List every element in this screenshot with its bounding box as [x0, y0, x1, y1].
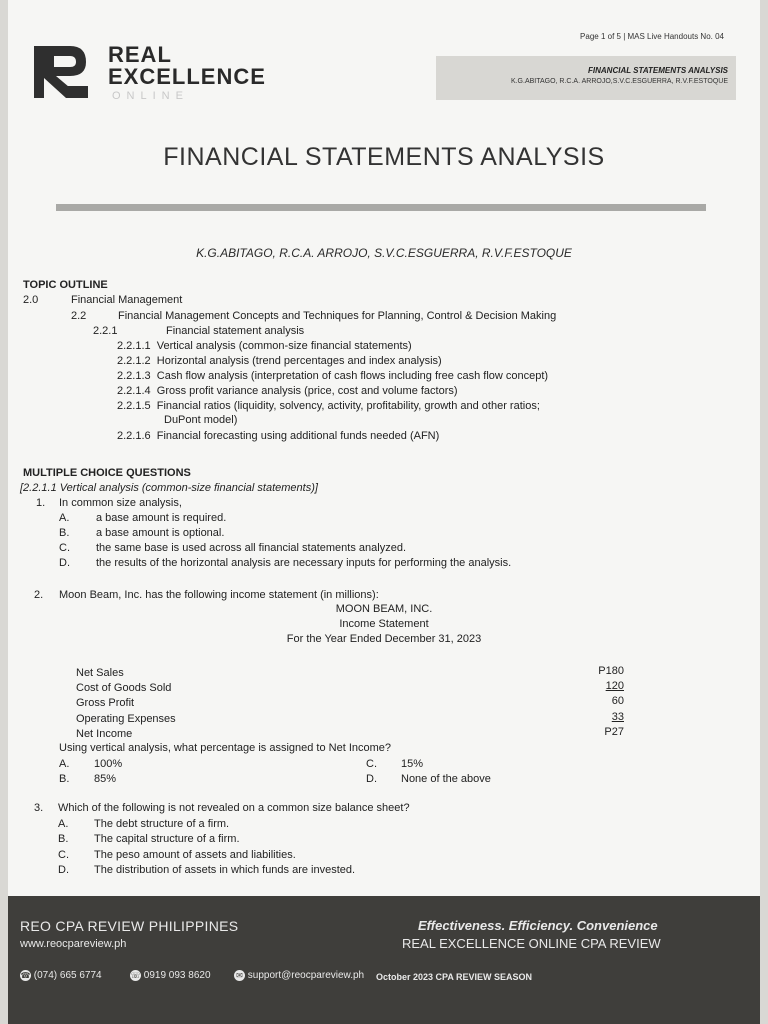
outline-item: 2.2.1.3 Cash flow analysis (interpretation of cash flows including free cash flow concept) — [117, 370, 549, 382]
q3-choice-letter: C. — [58, 849, 69, 861]
q1-text: In common size analysis, — [59, 497, 182, 509]
q1-choice-letter: B. — [59, 527, 70, 539]
q2-choice-text: 15% — [401, 758, 424, 770]
q1-choice-text: a base amount is optional. — [96, 527, 225, 539]
q2-choice-letter: C. — [366, 758, 377, 770]
statement-row-label: Operating Expenses — [76, 713, 176, 725]
footer-mobile: ☏ 0919 093 8620 — [130, 970, 211, 982]
mobile-icon: ☏ — [130, 971, 141, 980]
footer — [8, 896, 760, 1024]
q2-company: MOON BEAM, INC. — [335, 603, 433, 615]
reo-logo-icon — [30, 42, 94, 111]
q3-choice-text: The distribution of assets in which funds are invested. — [94, 864, 356, 876]
q3-number: 3. — [34, 802, 44, 814]
q1-choice-letter: D. — [59, 557, 70, 569]
statement-row-value: 120 — [605, 680, 624, 692]
q3-text: Which of the following is not revealed on a common size balance sheet? — [58, 802, 410, 814]
outline-heading: TOPIC OUTLINE — [23, 279, 108, 291]
brand-line3: ONLINE — [112, 90, 189, 102]
phone-icon: ☎ — [20, 971, 31, 980]
statement-row-value: 33 — [611, 711, 624, 723]
q2-question: Using vertical analysis, what percentage is assigned to Net Income? — [59, 742, 392, 754]
outline-item: 2.2.1.4 Gross profit variance analysis (price, cost and volume factors) — [117, 385, 458, 397]
authors: K.G.ABITAGO, R.C.A. ARROJO, S.V.C.ESGUERRA, R.V.F.ESTOQUE — [196, 246, 572, 260]
outline-l2-text: Financial Management Concepts and Techniques for Planning, Control & Decision Making — [118, 310, 557, 322]
outline-item: 2.2.1.1 Vertical analysis (common-size financial statements) — [117, 340, 412, 352]
q2-choice-text: 85% — [94, 773, 117, 785]
statement-row-label: Net Income — [76, 728, 133, 740]
header-box-authors: K.G.ABITAGO, R.C.A. ARROJO,S.V.C.ESGUERRA, R.V.F.ESTOQUE — [510, 78, 728, 85]
brand-line1: REAL — [108, 42, 172, 67]
outline-item: 2.2.1.5 Financial ratios (liquidity, solvency, activity, profitability, growth and other ratios; — [117, 400, 540, 412]
q1-choice-text: the results of the horizontal analysis are necessary inputs for performing the analysis. — [96, 557, 512, 569]
q2-choice-letter: A. — [59, 758, 70, 770]
footer-url[interactable]: www.reocpareview.ph — [20, 938, 127, 950]
q1-choice-letter: C. — [59, 542, 70, 554]
footer-season: October 2023 CPA REVIEW SEASON — [376, 972, 533, 982]
q2-choice-letter: D. — [366, 773, 377, 785]
statement-row-value: 60 — [611, 695, 624, 707]
footer-org: REO CPA REVIEW PHILIPPINES — [20, 918, 239, 934]
q2-choice-letter: B. — [59, 773, 70, 785]
q3-choice-text: The peso amount of assets and liabilities. — [94, 849, 296, 861]
q2-number: 2. — [34, 589, 44, 601]
q3-choice-letter: D. — [58, 864, 69, 876]
statement-row-label: Gross Profit — [76, 697, 135, 709]
footer-email[interactable]: ✉ support@reocpareview.ph — [234, 970, 364, 981]
q2-choice-text: 100% — [94, 758, 123, 770]
statement-row-value: P180 — [598, 665, 624, 677]
outline-item-continued: DuPont model) — [164, 414, 238, 426]
page-info: Page 1 of 5 | MAS Live Handouts No. 04 — [580, 32, 724, 41]
q3-choice-text: The capital structure of a firm. — [94, 833, 240, 845]
footer-tagline: Effectiveness. Efficiency. Convenience — [418, 918, 658, 933]
q1-choice-text: the same base is used across all financial statements analyzed. — [96, 542, 406, 554]
footer-program: REAL EXCELLENCE ONLINE CPA REVIEW — [402, 936, 661, 951]
q3-choice-text: The debt structure of a firm. — [94, 818, 230, 830]
brand-line2: EXCELLENCE — [108, 64, 266, 89]
q1-choice-text: a base amount is required. — [96, 512, 227, 524]
email-icon: ✉ — [234, 970, 245, 981]
q3-choice-letter: A. — [58, 818, 69, 830]
statement-row-label: Cost of Goods Sold — [76, 682, 172, 694]
outline-l3-text: Financial statement analysis — [166, 325, 305, 337]
title-divider — [56, 204, 706, 211]
q2-text: Moon Beam, Inc. has the following income statement (in millions): — [59, 589, 379, 601]
mcq-section: [2.2.1.1 Vertical analysis (common-size financial statements)] — [20, 482, 318, 494]
statement-row-value: P27 — [604, 726, 624, 738]
header-box-title: FINANCIAL STATEMENTS ANALYSIS — [588, 66, 728, 75]
outline-l1-text: Financial Management — [71, 294, 183, 306]
footer-phone: ☎ (074) 665 6774 — [20, 970, 102, 982]
q2-statement: Income Statement — [339, 618, 429, 630]
mcq-heading: MULTIPLE CHOICE QUESTIONS — [23, 467, 191, 479]
q1-number: 1. — [36, 497, 46, 509]
q2-choice-text: None of the above — [401, 773, 491, 785]
page-title: FINANCIAL STATEMENTS ANALYSIS — [163, 143, 605, 171]
q1-choice-letter: A. — [59, 512, 70, 524]
q3-choice-letter: B. — [58, 833, 69, 845]
outline-l2-num: 2.2 — [71, 310, 87, 322]
handout-page — [8, 0, 760, 1024]
q2-period: For the Year Ended December 31, 2023 — [286, 633, 482, 645]
outline-item: 2.2.1.6 Financial forecasting using additional funds needed (AFN) — [117, 430, 440, 442]
statement-row-label: Net Sales — [76, 667, 124, 679]
outline-l1-num: 2.0 — [23, 294, 39, 306]
outline-l3-num: 2.2.1 — [93, 325, 118, 337]
header-title-box — [436, 56, 736, 100]
outline-item: 2.2.1.2 Horizontal analysis (trend percentages and index analysis) — [117, 355, 442, 367]
